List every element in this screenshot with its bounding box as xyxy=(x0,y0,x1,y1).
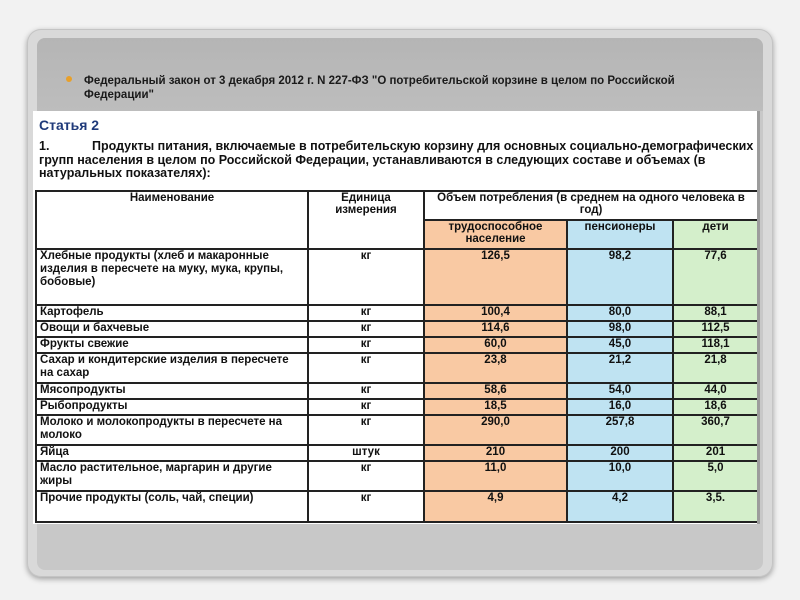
row-children: 118,1 xyxy=(673,337,758,353)
row-pensioners: 16,0 xyxy=(567,399,673,415)
table-row xyxy=(36,461,758,491)
row-children: 3,5. xyxy=(673,491,758,522)
row-name: Мясопродукты xyxy=(36,383,308,399)
row-pensioners: 80,0 xyxy=(567,305,673,321)
row-children: 5,0 xyxy=(673,461,758,491)
row-unit: кг xyxy=(308,353,424,383)
document-image xyxy=(33,111,760,524)
consumer-basket-table xyxy=(35,190,759,523)
row-unit: кг xyxy=(308,321,424,337)
header-volume: Объем потребления (в среднем на одного человека в год) xyxy=(424,191,758,220)
row-pensioners: 4,2 xyxy=(567,491,673,522)
row-children: 201 xyxy=(673,445,758,461)
table-row xyxy=(36,415,758,445)
bullet-icon xyxy=(66,76,72,82)
row-pensioners: 98,0 xyxy=(567,321,673,337)
row-working: 126,5 xyxy=(424,249,567,305)
table-row xyxy=(36,399,758,415)
row-children: 77,6 xyxy=(673,249,758,305)
slide-title: Федеральный закон от 3 декабря 2012 г. N 227-ФЗ "О потребительской корзине в целом по Российской Федерации" xyxy=(84,75,675,101)
row-children: 112,5 xyxy=(673,321,758,337)
row-working: 100,4 xyxy=(424,305,567,321)
row-name: Рыбопродукты xyxy=(36,399,308,415)
row-name: Картофель xyxy=(36,305,308,321)
intro-text: Продукты питания, включаемые в потребительскую корзину для основных социально-демографических групп населения в целом по Российской Федерации, устанавливаются в следующих составе и объемах (в натуральных показателях): xyxy=(39,139,754,180)
row-working: 60,0 xyxy=(424,337,567,353)
row-working: 114,6 xyxy=(424,321,567,337)
table-row xyxy=(36,337,758,353)
row-pensioners: 200 xyxy=(567,445,673,461)
row-pensioners: 45,0 xyxy=(567,337,673,353)
table-row xyxy=(36,305,758,321)
row-unit: кг xyxy=(308,305,424,321)
row-unit: кг xyxy=(308,491,424,522)
row-name: Яйца xyxy=(36,445,308,461)
row-unit: кг xyxy=(308,415,424,445)
row-name: Сахар и кондитерские изделия в пересчете на сахар xyxy=(36,353,308,383)
row-children: 44,0 xyxy=(673,383,758,399)
table-row xyxy=(36,249,758,305)
row-unit: штук xyxy=(308,445,424,461)
row-working: 58,6 xyxy=(424,383,567,399)
row-unit: кг xyxy=(308,383,424,399)
row-name: Прочие продукты (соль, чай, специи) xyxy=(36,491,308,522)
row-unit: кг xyxy=(308,337,424,353)
row-pensioners: 10,0 xyxy=(567,461,673,491)
row-working: 11,0 xyxy=(424,461,567,491)
article-heading: Статья 2 xyxy=(39,117,100,133)
row-name: Хлебные продукты (хлеб и макаронные изделия в пересчете на муку, мука, крупы, бобовые) xyxy=(36,249,308,305)
row-pensioners: 98,2 xyxy=(567,249,673,305)
header-name: Наименование xyxy=(36,191,308,249)
row-name: Масло растительное, маргарин и другие жиры xyxy=(36,461,308,491)
row-working: 210 xyxy=(424,445,567,461)
row-name: Молоко и молокопродукты в пересчете на молоко xyxy=(36,415,308,445)
row-working: 18,5 xyxy=(424,399,567,415)
row-name: Фрукты свежие xyxy=(36,337,308,353)
row-working: 4,9 xyxy=(424,491,567,522)
row-pensioners: 54,0 xyxy=(567,383,673,399)
header-pensioners: пенсионеры xyxy=(567,220,673,249)
row-working: 290,0 xyxy=(424,415,567,445)
header-working: трудоспособное население xyxy=(424,220,567,249)
header-unit: Единица измерения xyxy=(308,191,424,249)
row-unit: кг xyxy=(308,399,424,415)
intro-paragraph xyxy=(39,140,754,181)
row-working: 23,8 xyxy=(424,353,567,383)
table-row xyxy=(36,491,758,522)
row-children: 21,8 xyxy=(673,353,758,383)
clause-number: 1. xyxy=(39,139,50,153)
row-pensioners: 21,2 xyxy=(567,353,673,383)
row-pensioners: 257,8 xyxy=(567,415,673,445)
table-row xyxy=(36,353,758,383)
row-name: Овощи и бахчевые xyxy=(36,321,308,337)
table-row xyxy=(36,445,758,461)
row-unit: кг xyxy=(308,249,424,305)
row-unit: кг xyxy=(308,461,424,491)
header-children: дети xyxy=(673,220,758,249)
document-edge xyxy=(757,111,760,524)
table-row xyxy=(36,321,758,337)
row-children: 88,1 xyxy=(673,305,758,321)
row-children: 360,7 xyxy=(673,415,758,445)
row-children: 18,6 xyxy=(673,399,758,415)
table-row xyxy=(36,383,758,399)
